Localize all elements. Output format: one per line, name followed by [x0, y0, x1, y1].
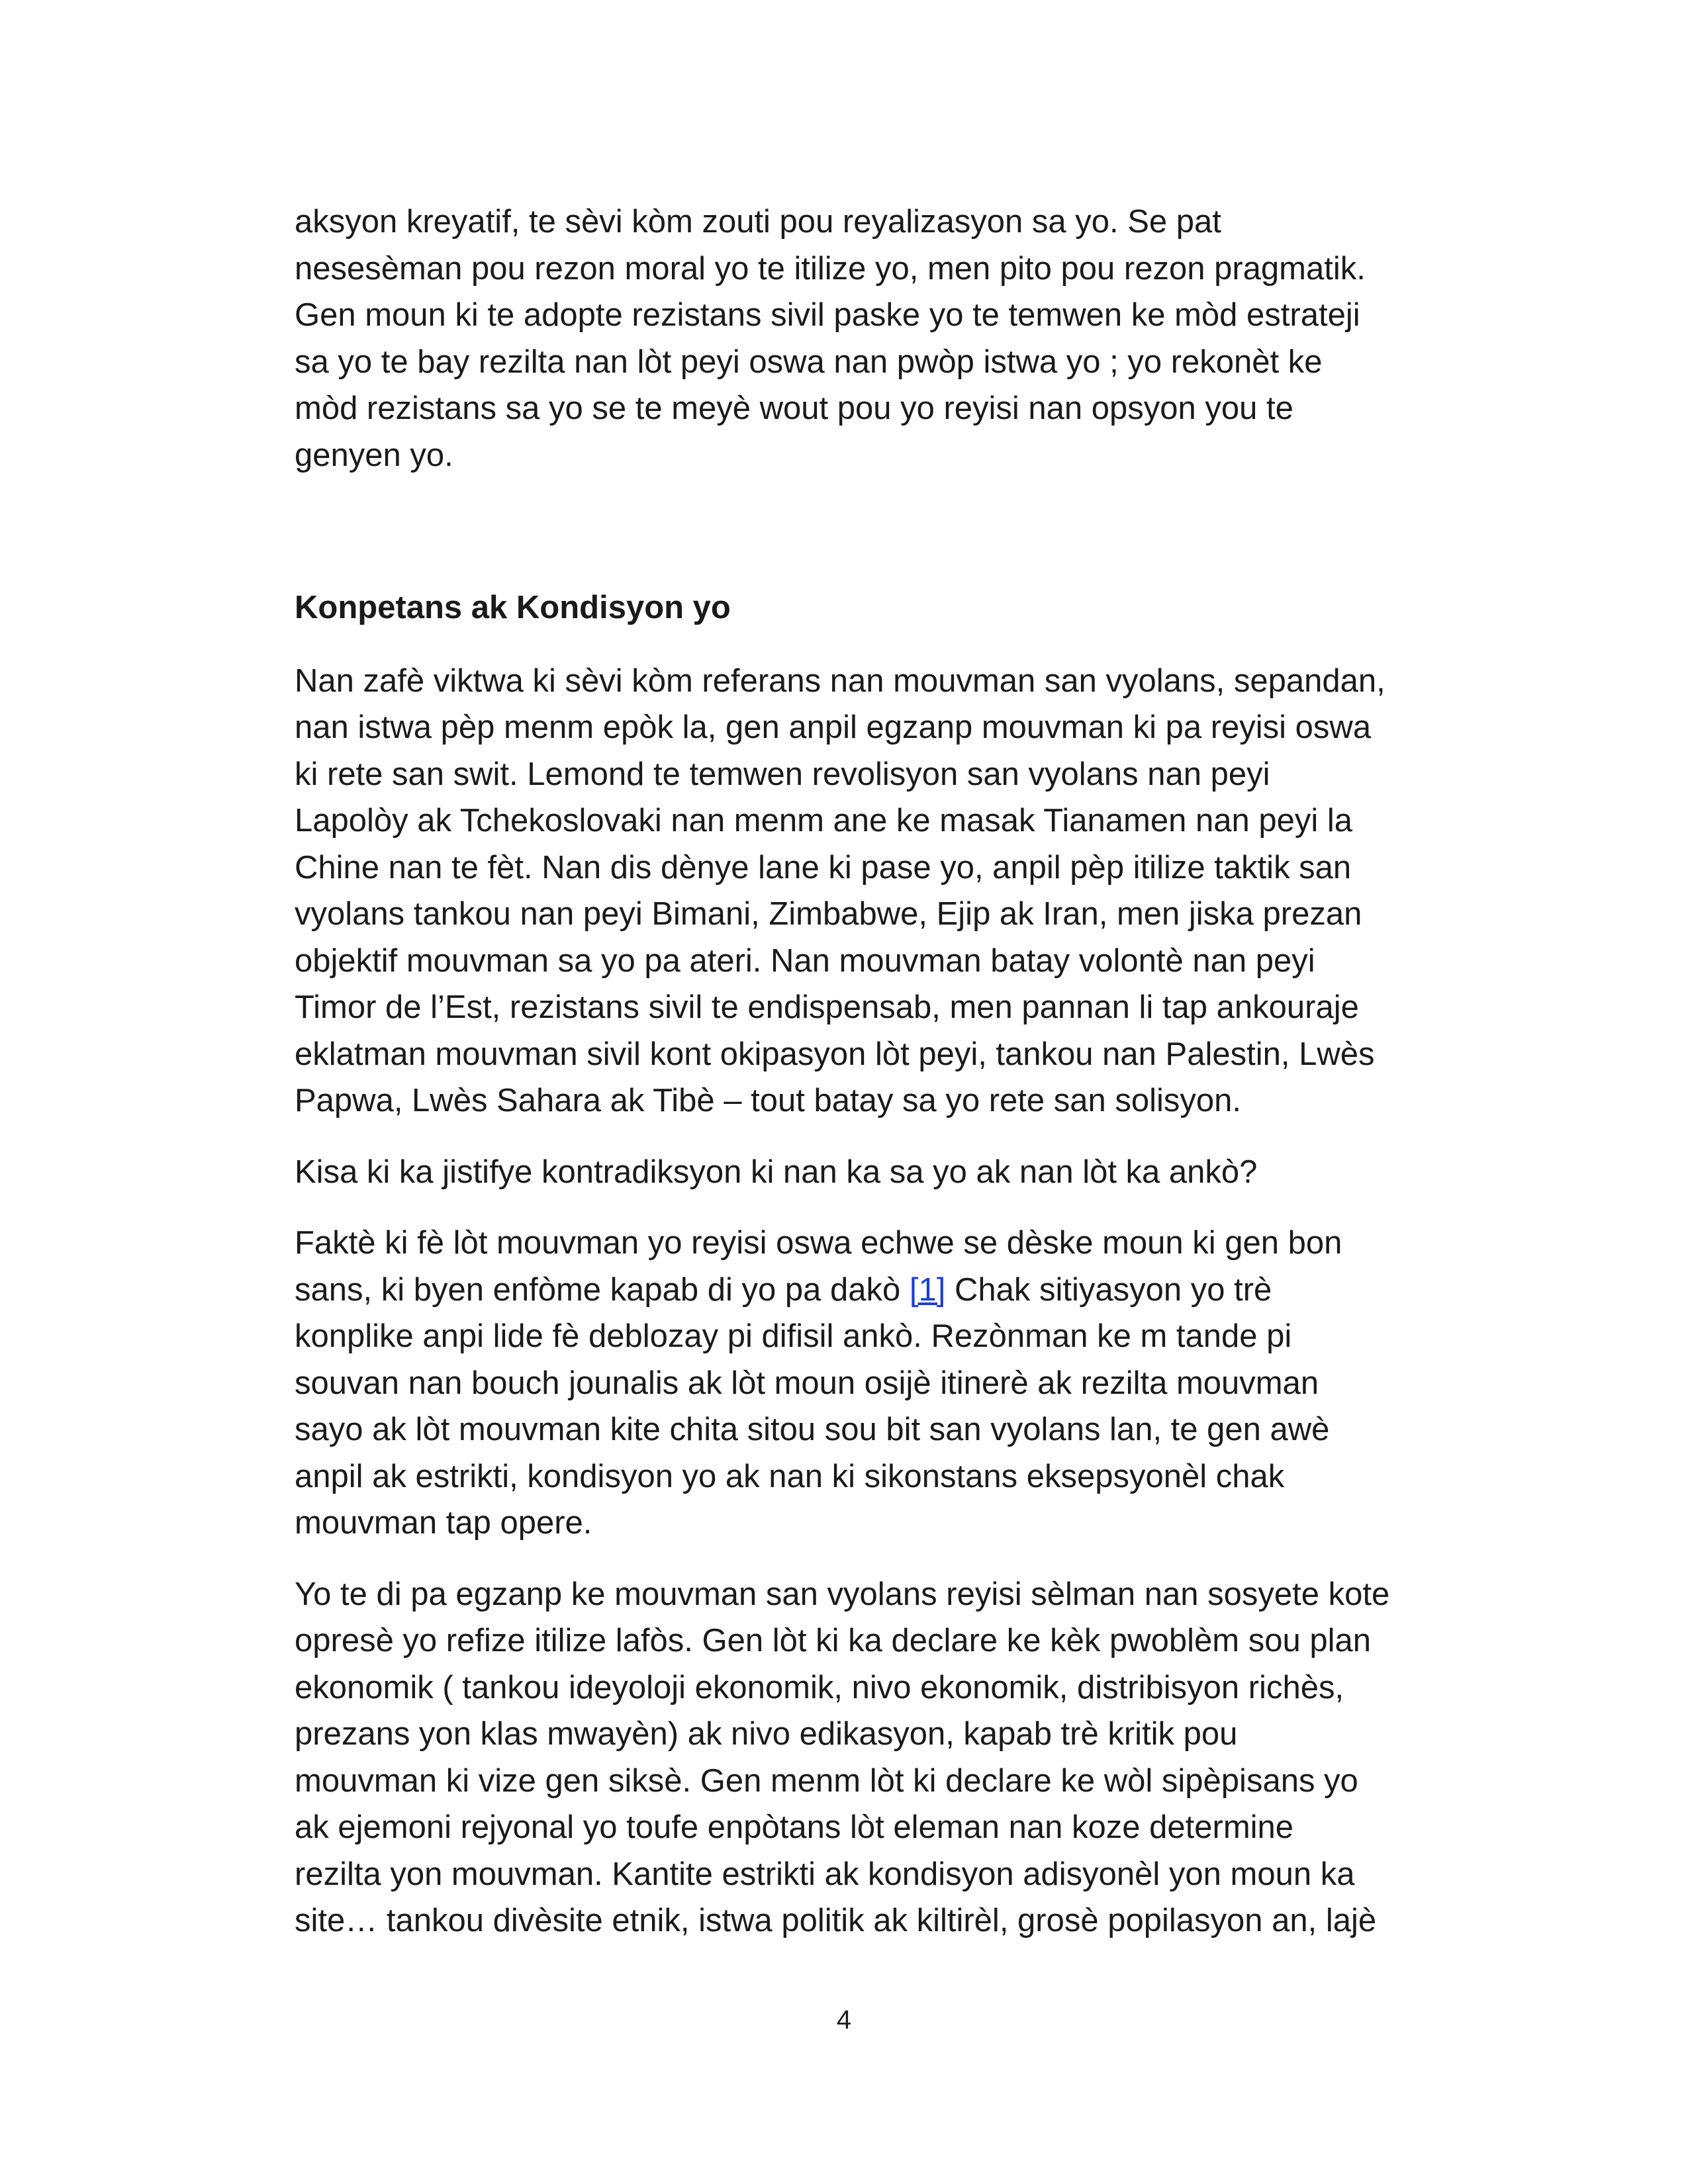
spacer: [295, 1124, 1483, 1149]
text-line: souvan nan bouch jounalis ak lòt moun osijè itinerè ak rezilta mouvman: [295, 1365, 1319, 1401]
text-line: nesesèman pou rezon moral yo te itilize yo, men pito pou rezon pragmatik.: [295, 250, 1366, 287]
spacer: [295, 1195, 1483, 1220]
paragraph-question: [295, 1149, 1483, 1196]
text-line: Faktè ki fè lòt mouvman yo reyisi oswa echwe se dèske moun ki gen bon: [295, 1225, 1342, 1261]
text-line: ak ejemoni rejyonal yo toufe enpòtans lòt eleman nan koze determine: [295, 1809, 1294, 1845]
text-line: genyen yo.: [295, 437, 453, 473]
paragraph-examples: [295, 658, 1483, 1124]
text-line: sayo ak lòt mouvman kite chita sitou sou bit san vyolans lan, te gen awè: [295, 1412, 1330, 1447]
text-line: ekonomik ( tankou ideyoloji ekonomik, nivo ekonomik, distribisyon richès,: [295, 1669, 1344, 1706]
page-content: [295, 199, 1483, 1944]
text-line: eklatman mouvman sivil kont okipasyon lòt peyi, tankou nan Palestin, Lwès: [295, 1036, 1375, 1072]
text-line: Nan zafè viktwa ki sèvi kòm referans nan mouvman san vyolans, sepandan,: [295, 662, 1385, 699]
text-line: Gen moun ki te adopte rezistans sivil paske yo te temwen ke mòd estrateji: [295, 297, 1360, 333]
text-line: Kisa ki ka jistifye kontradiksyon ki nan ka sa yo ak nan lòt ka ankò?: [295, 1154, 1258, 1190]
text-line: rezilta yon mouvman. Kantite estrikti ak kondisyon adisyonèl yon moun ka: [295, 1856, 1355, 1892]
paragraph-conditions: [295, 1571, 1483, 1944]
text-line: vyolans tankou nan peyi Bimani, Zimbabwe, Ejip ak Iran, men jiska prezan: [295, 896, 1362, 932]
text-line: konplike anpi lide fè deblozay pi difisil ankò. Rezònman ke m tande pi: [295, 1318, 1292, 1354]
text-line: Lapolòy ak Tchekoslovaki nan menm ane ke masak Tianamen nan peyi la: [295, 803, 1352, 839]
text-line: mouvman tap opere.: [295, 1505, 592, 1541]
text-line: Yo te di pa egzanp ke mouvman san vyolans reyisi sèlman nan sosyete kote: [295, 1576, 1390, 1612]
text-line: mouvman ki vize gen siksè. Gen menm lòt ki declare ke wòl sipèpisans yo: [295, 1762, 1358, 1799]
text-segment: Chak sitiyasyon yo trè: [945, 1271, 1272, 1308]
page-number: 4: [836, 2005, 852, 2034]
spacer: [295, 478, 1483, 584]
text-line: ki rete san swit. Lemond te temwen revolisyon san vyolans nan peyi: [295, 756, 1270, 792]
text-line: prezans yon klas mwayèn) ak nivo edikasyon, kapab trè kritik pou: [295, 1716, 1238, 1752]
text-line: opresè yo refize itilize lafòs. Gen lòt ki ka declare ke kèk pwoblèm sou plan: [295, 1623, 1371, 1659]
text-segment: sans, ki byen enfòme kapab di yo pa dakò: [295, 1271, 910, 1308]
section-heading: Konpetans ak Kondisyon yo: [295, 590, 731, 625]
text-line: mòd rezistans sa yo se te meyè wout pou yo reyisi nan opsyon you te: [295, 390, 1293, 426]
text-line: aksyon kreyatif, te sèvi kòm zouti pou reyalizasyon sa yo. Se pat: [295, 204, 1221, 240]
spacer: [295, 1547, 1483, 1571]
text-line: anpil ak estrikti, kondisyon yo ak nan ki sikonstans eksepsyonèl chak: [295, 1458, 1285, 1494]
text-line: Chine nan te fèt. Nan dis dènye lane ki pase yo, anpil pèp itilize taktik san: [295, 849, 1352, 886]
text-line: site… tankou divèsite etnik, istwa politik ak kiltirèl, grosè popilasyon an, lajè: [295, 1903, 1377, 1938]
text-line-with-footnote: [295, 1267, 1483, 1314]
text-line: Timor de l’Est, rezistans sivil te endispensab, men pannan li tap ankouraje: [295, 989, 1359, 1025]
footnote-link[interactable]: [1]: [909, 1271, 946, 1308]
paragraph-factors: [295, 1220, 1483, 1547]
text-line: nan istwa pèp menm epòk la, gen anpil egzanp mouvman ki pa reyisi oswa: [295, 709, 1372, 745]
text-line: objektif mouvman sa yo pa ateri. Nan mouvman batay volontè nan peyi: [295, 942, 1315, 979]
text-line: Papwa, Lwès Sahara ak Tibè – tout batay sa yo rete san solisyon.: [295, 1083, 1241, 1118]
text-line: sa yo te bay rezilta nan lòt peyi oswa nan pwòp istwa yo ; yo rekonèt ke: [295, 343, 1323, 380]
spacer: [295, 631, 1483, 658]
paragraph-intro: [295, 199, 1483, 478]
